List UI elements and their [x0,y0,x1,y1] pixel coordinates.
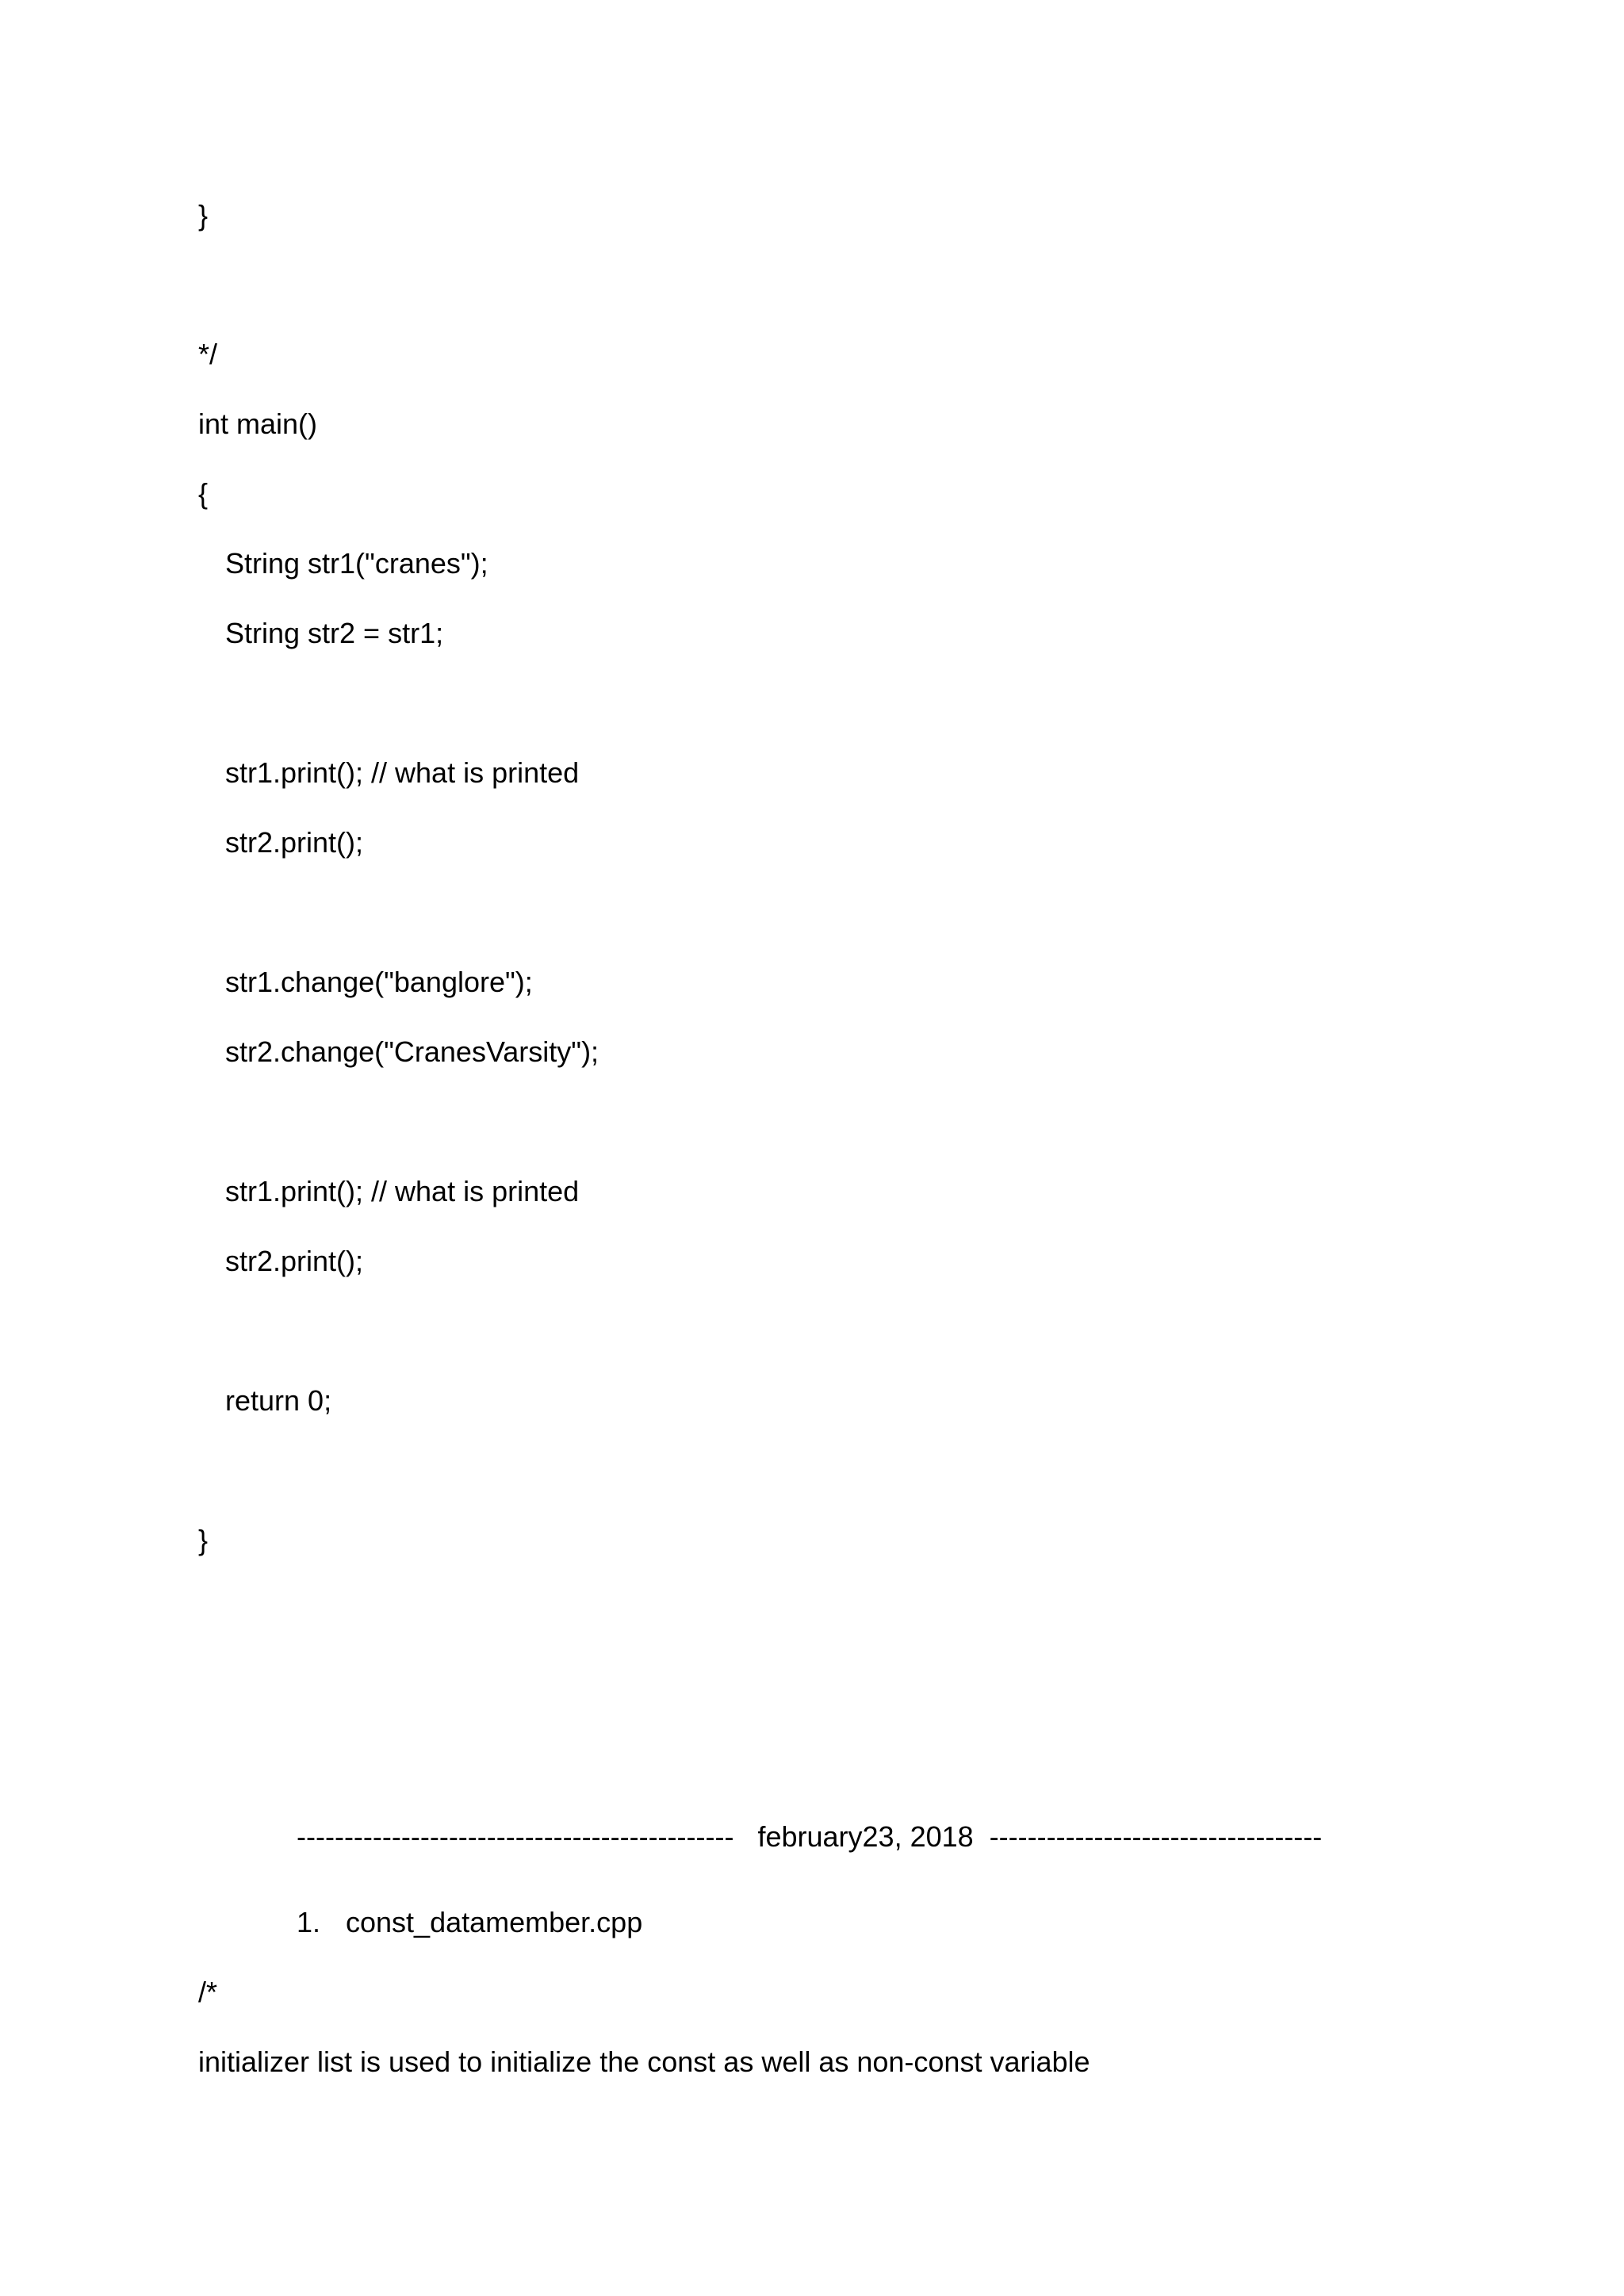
list-item-number: 1. [297,1906,321,1938]
code-line-str2-print: str2.print(); [225,826,364,859]
code-line-str1-print: str1.print(); // what is printed [225,756,580,789]
code-line-closing-brace: } [198,199,209,232]
code-line-str2-change: str2.change("CranesVarsity"); [225,1035,599,1068]
code-line-main-signature: int main() [198,408,318,440]
code-line-return: return 0; [225,1384,332,1417]
code-line-open-brace: { [198,477,209,510]
code-line-str2-print-2: str2.print(); [225,1245,364,1277]
code-line-str1-change: str1.change("banglore"); [225,966,533,998]
code-line-str1-decl: String str1("cranes"); [225,547,488,580]
list-item-filename: const_datamember.cpp [346,1906,643,1938]
date-separator: ---------------------------------------------- february23, 2018 ----------------------------------- [297,1820,1323,1853]
code-line-comment-close: */ [198,338,218,370]
comment-note: initializer list is used to initialize the const as well as non-const variable [198,2045,1090,2078]
code-line-main-close: } [198,1524,209,1556]
code-line-str2-decl: String str2 = str1; [225,617,444,649]
code-line-str1-print-2: str1.print(); // what is printed [225,1175,580,1207]
comment-open: /* [198,1976,218,2008]
